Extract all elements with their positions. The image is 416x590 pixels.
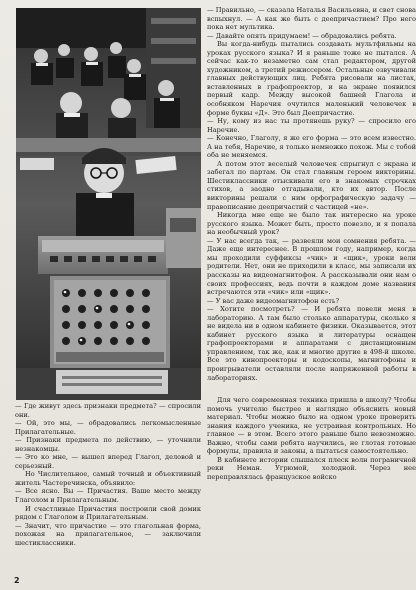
paragraph: И счастливые Причастия построили свой домик рядом с Глаголом и Прилагательным. [15,504,201,522]
paragraph: Для чего современная техника пришла в школу? Чтобы помочь учителю быстрее и наглядно объяснить новый материал. Чтобы можно было на одном уроке проверить знания каждого ученика, не устраивая контрольных. Но главное — в этом. Всего этого раньше было невозможно. Важно, чтобы сами ребята научились, не глотая готовые формулы, правила и законы, а пытаться самостоятельно. [207,396,416,456]
paragraph: — Все ясно. Вы — Причастия. Ваше место между Глаголом и Прилагательным. [15,487,201,505]
paragraph: Никогда мне еще не было так интересно на уроке русского языка. Может быть, просто повезло, и я попала на необычный урок? [207,211,416,237]
classroom-photo [16,8,201,400]
paragraph: — Где живут здесь признаки предмета? — спросили они. [15,402,201,419]
paragraph: — Хотите посмотреть? — И ребята повели меня в лабораторию. А там было столько аппаратуры, сколько я не видела ни в одном кабинете физики. Оказывается, этот кабинет русского языка и литературы оснащен графопроекторами и аппаратами с дистанционным управлением, так же, как и многие другие в 498-й школе. Все это кинопроекторы и кодоскопы, магнитофоны и проигрыватели оставляли после напряженной работы в лабораториях. [207,305,416,382]
paragraph: — Ну, кому из нас ты протянешь руку? — спросило его Наречие. [207,117,416,134]
paragraph: — У вас даже видеомагнитофон есть? [207,296,339,305]
paragraph: Вы когда-нибудь пытались создавать мультфильмы на уроках русского языка? И я раньше тоже не пытался. А сейчас как-то незаметно сам стал редактором, другой художником, а третий режиссером. Остальные озвучивали главных действующих лиц. Ребята рисовали на листах, вставленных в графопроектор, и на экране появился первый кадр. Между высокой башней Глагола и особняком Наречия очутился маленький человечек в форме буквы «Д». Это был Деепричастие. [207,40,416,117]
paragraph: — У нас всегда так, — развеяли мои сомнения ребята. — Даже еще интереснее. В прошлом году, например, когда мы проходили суффиксы «чик» и «щик», уроки вели родители. Нет, они не приходили в класс, мы записали их рассказы на видеомагнитофон. А рассказывали они нам о своих профессиях, ведь почти в каждом доме названия встречаются эти «чик» или «щик». [207,236,416,297]
section-break [207,382,416,396]
paragraph: В кабинете истории слышался плеск волн пограничной реки Неман. Угрюмой, холодной. Через нее переправлялась французское войско [207,455,416,481]
paragraph: Но Числительное, самый точный и объективный житель Частеречинска, объявило: [15,470,201,487]
page-number: 2 [14,576,20,585]
paragraph: А потом этот веселый человечек спрыгнул с экрана и забегал по партам. Он стал главным героем викторины. Шестиклассники отыскивали его в знакомых строчках стихов, а заодно отгадывали, кто их автор. После викторины решали с ним орфографическую задачу — правописание деепричастий с частицей «не». [207,159,416,211]
paragraph: — Ой, это мы, — обрадовались легкомысленные Прилагательные. [15,419,201,436]
right-text-column [207,6,416,586]
paragraph: — Давайте опять придумаем! — обрадовались ребята. [207,31,397,40]
paragraph: — Конечно, Глаголу, я же его форма — это всем известно. А на тебя, Наречие, я только немножко похож. Мы с тобой оба не меняемся. [207,134,416,160]
paragraph: — Это ко мне, — вышел вперед Глагол, деловой и серьезный. [15,453,201,470]
left-text-column [15,402,201,572]
paragraph: — Правильно, — сказала Наталья Васильевна, и свет снова вспыхнул. — А как же быть с деепричастием? Про него пока нет мультика. [207,6,416,32]
paragraph: — Признаки предмета по действию, — уточнили незнакомцы. [15,436,201,453]
paragraph: — Значит, что причастие — это глагольная форма, похожая на прилагательное, — заключили шестиклассники. [15,521,201,547]
classroom-photo-image [16,8,201,400]
